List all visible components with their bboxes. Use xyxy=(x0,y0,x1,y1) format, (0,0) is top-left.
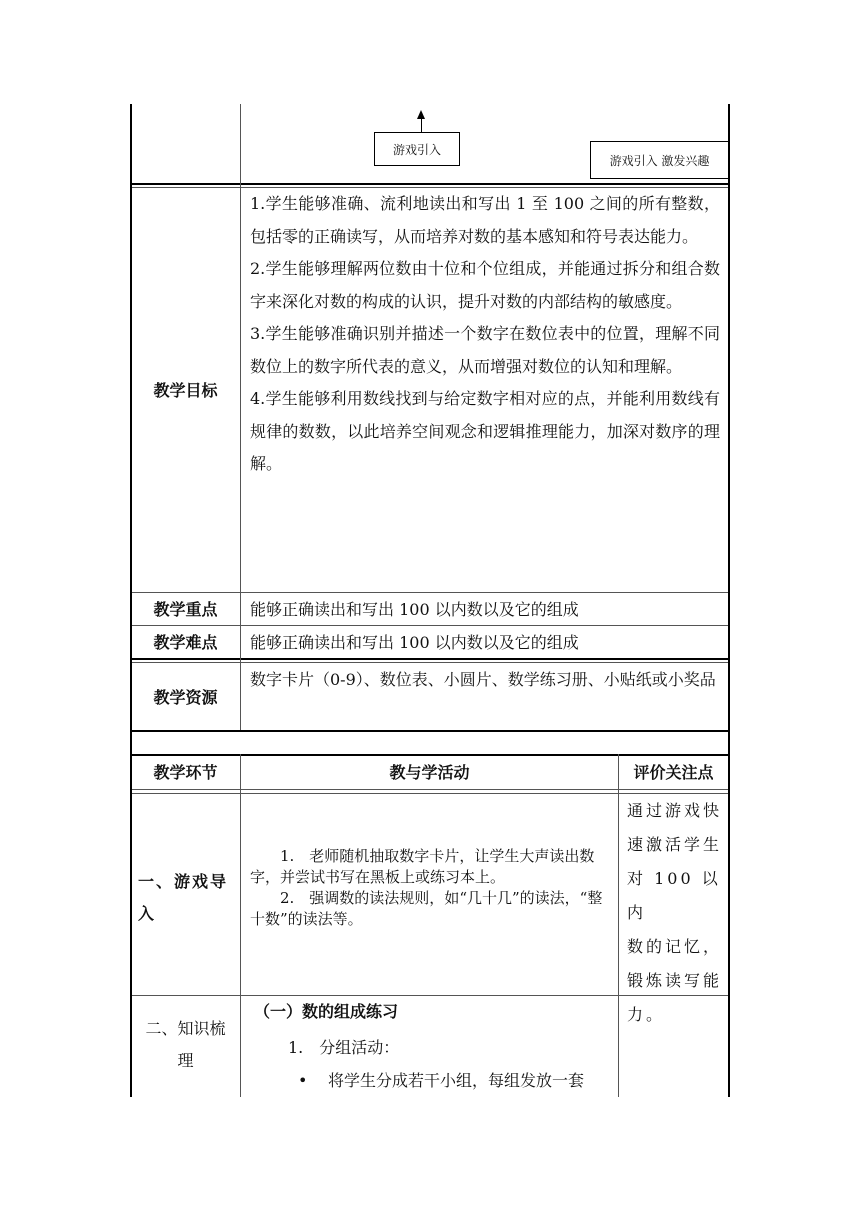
row-divider xyxy=(130,789,729,790)
evaluation-line: 数的记忆， xyxy=(627,937,723,956)
activity-item: 1. 老师随机抽取数字卡片，让学生大声读出数字，并尝试书写在黑板上或练习本上。 xyxy=(250,847,595,886)
column-divider xyxy=(240,104,241,730)
header-activities: 教与学活动 xyxy=(389,763,470,782)
evaluation-line: 锻炼读写能 xyxy=(627,971,723,990)
resources-label: 教学资源 xyxy=(153,687,218,707)
evaluation-line: 通过游戏快 xyxy=(627,801,723,820)
section1-evaluation xyxy=(627,794,727,1032)
difficulty-label: 教学难点 xyxy=(153,633,218,652)
resources-value: 数字卡片（0-9）、数位表、小圆片、数学练习册、小贴纸或小奖品 xyxy=(250,670,716,689)
key-point-label: 教学重点 xyxy=(153,600,218,619)
flow-box-game-intro: 游戏引入 xyxy=(374,132,460,166)
section1-activities xyxy=(250,846,612,930)
column-divider xyxy=(618,754,619,1097)
header-teaching-stage: 教学环节 xyxy=(153,763,218,782)
objective-item: 2.学生能够理解两位数由十位和个位组成，并能通过拆分和组合数字来深化对数的构成的认识，提升对数的内部结构的敏感度。 xyxy=(250,259,720,311)
objective-item: 1.学生能够准确、流利地读出和写出 1 至 100 之间的所有整数，包括零的正确读写，从而培养对数的基本感知和符号表达能力。 xyxy=(250,194,720,246)
activity-item: 2. 强调数的读法规则，如“几十几”的读法，“整十数”的读法等。 xyxy=(250,889,603,928)
section2-step1: 1. 分组活动： xyxy=(288,1038,400,1057)
bullet-icon: • xyxy=(298,1071,308,1090)
row-divider xyxy=(130,183,729,185)
flow-box-game-interest: 游戏引入 激发兴趣 xyxy=(590,141,729,179)
evaluation-line: 力。 xyxy=(627,1005,666,1024)
evaluation-line: 对 100 以内 xyxy=(627,869,721,922)
section2-subheading: （一）数的组成练习 xyxy=(254,1002,399,1021)
column-divider xyxy=(240,754,241,1097)
evaluation-line: 速激活学生 xyxy=(627,835,723,854)
section2-label xyxy=(131,1013,240,1077)
objectives-list xyxy=(250,188,720,481)
table-right-border xyxy=(728,104,730,1097)
row-divider xyxy=(130,730,729,732)
objective-item: 3.学生能够准确识别并描述一个数字在数位表中的位置，理解不同数位上的数字所代表的意义，从而增强对数位的认知和理解。 xyxy=(250,324,720,376)
row-divider xyxy=(130,658,729,660)
section2-label-line: 理 xyxy=(177,1051,194,1070)
objective-item: 4.学生能够利用数线找到与给定数字相对应的点，并能利用数线有规律的数数，以此培养空间观念和逻辑推理能力，加深对数序的理解。 xyxy=(250,389,720,473)
section2-bullet1: 将学生分成若干小组，每组发放一套 xyxy=(328,1071,585,1090)
objectives-label: 教学目标 xyxy=(153,381,218,400)
header-evaluation: 评价关注点 xyxy=(633,763,714,782)
key-point-value: 能够正确读出和写出 100 以内数以及它的组成 xyxy=(250,600,579,619)
section1-label: 一、游戏导入 xyxy=(138,872,229,923)
difficulty-value: 能够正确读出和写出 100 以内数以及它的组成 xyxy=(250,633,579,652)
section2-label-line: 二、知识梳 xyxy=(145,1019,226,1038)
